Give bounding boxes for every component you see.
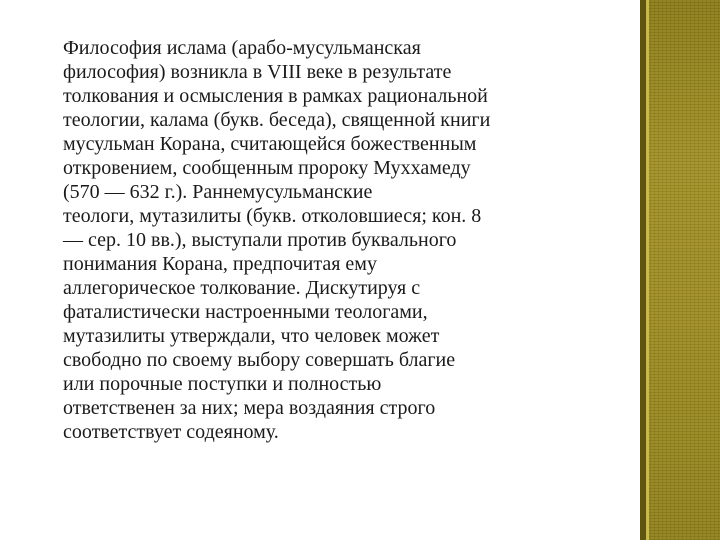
text-line: Философия ислама (арабо-мусульманская [63, 37, 421, 59]
text-line: свободно по своему выбору совершать благие [63, 349, 456, 371]
text-line: откровением, сообщенным пророку Муххамеду [63, 157, 471, 179]
text-line: теологии, калама (букв. беседа), священной книги [63, 109, 491, 131]
slide-body-text [63, 36, 623, 444]
text-line: понимания Корана, предпочитая ему [63, 253, 377, 275]
text-line: аллегорическое толкование. Дискутируя с [63, 277, 421, 299]
text-line: мусульман Корана, считающейся божественным [63, 133, 477, 155]
text-line: толкования и осмысления в рамках рациональной [63, 85, 488, 107]
text-line: фаталистически настроенными теологами, [63, 301, 428, 323]
text-line: соответствует содеяному. [63, 421, 279, 443]
text-line: мутазилиты утверждали, что человек может [63, 325, 440, 347]
text-line: теологи, мутазилиты (букв. отколовшиеся; кон. 8 [63, 205, 482, 227]
text-line: или порочные поступки и полностью [63, 373, 382, 395]
text-line: ответственен за них; мера воздаяния строго [63, 397, 436, 419]
text-line: — сер. 10 вв.), выступали против буквального [63, 229, 457, 251]
text-line: философия) возникла в VIII веке в результате [63, 61, 452, 83]
decorative-side-band [640, 0, 720, 540]
text-line: (570 — 632 г.). Раннемусульманские [63, 181, 373, 203]
